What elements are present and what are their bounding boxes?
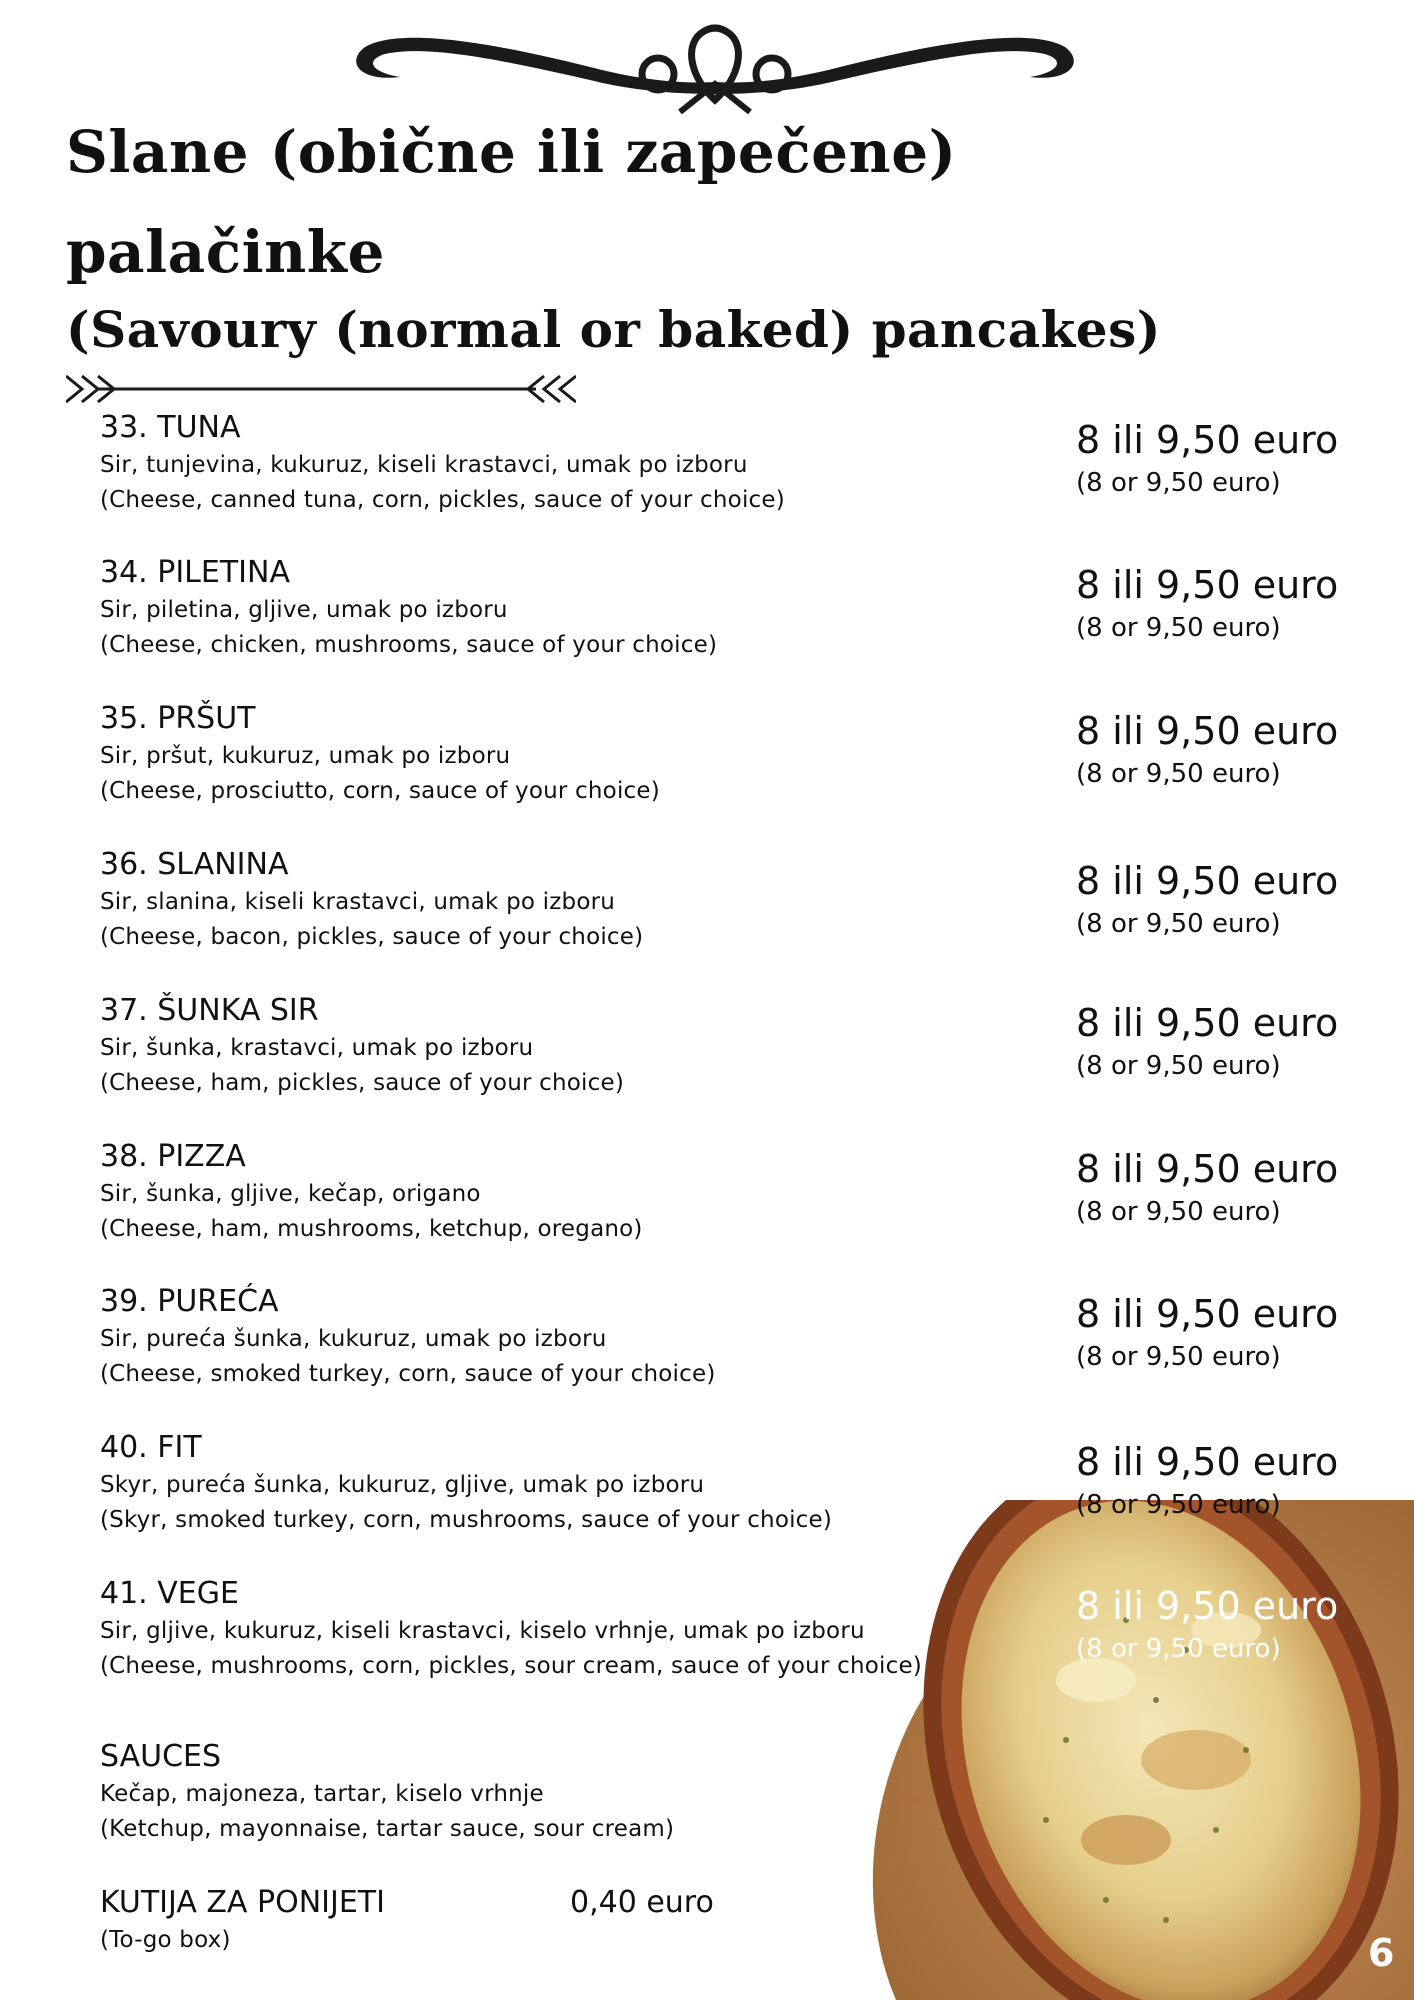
item-name: 35. PRŠUT <box>100 701 256 736</box>
price-value-en: (8 or 9,50 euro) <box>1076 1342 1281 1372</box>
page-subtitle: (Savoury (normal or baked) pancakes) <box>66 300 1161 359</box>
togo-section <box>100 1883 714 1958</box>
sauces-description-en: (Ketchup, mayonnaise, tartar sauce, sour cream) <box>100 1816 675 1842</box>
menu-item <box>100 1428 1400 1538</box>
item-name: 34. PILETINA <box>100 555 290 590</box>
togo-price: 0,40 euro <box>570 1885 714 1920</box>
item-description-en: (Cheese, smoked turkey, corn, sauce of your choice) <box>100 1361 716 1387</box>
price-value-en: (8 or 9,50 euro) <box>1076 1051 1281 1081</box>
price-value-en: (8 or 9,50 euro) <box>1076 468 1281 498</box>
item-price <box>1076 997 1338 1083</box>
sauces-description: Kečap, majoneza, tartar, kiselo vrhnje <box>100 1781 544 1807</box>
item-description-en: (Cheese, chicken, mushrooms, sauce of your choice) <box>100 632 718 658</box>
price-value: 8 ili 9,50 euro <box>1076 563 1339 607</box>
togo-description-en: (To-go box) <box>100 1927 231 1953</box>
item-description-en: (Cheese, prosciutto, corn, sauce of your choice) <box>100 778 660 804</box>
item-description-en: (Cheese, bacon, pickles, sauce of your choice) <box>100 924 644 950</box>
price-value-en: (8 or 9,50 euro) <box>1076 909 1281 939</box>
price-value-en: (8 or 9,50 euro) <box>1076 1197 1281 1227</box>
togo-title: KUTIJA ZA PONIJETI <box>100 1885 385 1920</box>
item-description: Sir, gljive, kukuruz, kiseli krastavci, kiselo vrhnje, umak po izboru <box>100 1618 865 1644</box>
item-name: 36. SLANINA <box>100 847 289 882</box>
item-name: 33. TUNA <box>100 410 241 445</box>
item-price <box>1076 1143 1338 1229</box>
menu-item <box>100 845 1400 955</box>
price-value: 8 ili 9,50 euro <box>1076 1440 1339 1484</box>
menu-item <box>100 1137 1400 1247</box>
page-title-line2: palačinke <box>66 218 385 286</box>
item-name: 37. ŠUNKA SIR <box>100 993 319 1028</box>
item-description-en: (Cheese, ham, mushrooms, ketchup, oregano) <box>100 1216 643 1242</box>
item-name: 41. VEGE <box>100 1576 239 1611</box>
price-value-en: (8 or 9,50 euro) <box>1076 1490 1281 1520</box>
item-description-en: (Skyr, smoked turkey, corn, mushrooms, sauce of your choice) <box>100 1507 833 1533</box>
price-value: 8 ili 9,50 euro <box>1076 418 1339 462</box>
item-description: Sir, pureća šunka, kukuruz, umak po izboru <box>100 1326 607 1352</box>
page-number: 6 <box>1368 1931 1395 1975</box>
item-description-en: (Cheese, mushrooms, corn, pickles, sour cream, sauce of your choice) <box>100 1653 922 1679</box>
item-description-en: (Cheese, canned tuna, corn, pickles, sauce of your choice) <box>100 487 785 513</box>
item-price <box>1076 1288 1338 1374</box>
item-price <box>1076 855 1338 941</box>
price-value: 8 ili 9,50 euro <box>1076 1292 1339 1336</box>
price-value-en: (8 or 9,50 euro) <box>1076 1634 1281 1664</box>
item-description: Sir, šunka, krastavci, umak po izboru <box>100 1035 534 1061</box>
item-description-en: (Cheese, ham, pickles, sauce of your choice) <box>100 1070 624 1096</box>
arrow-divider-icon <box>66 372 576 406</box>
price-value: 8 ili 9,50 euro <box>1076 709 1339 753</box>
item-description: Sir, piletina, gljive, umak po izboru <box>100 597 508 623</box>
price-value: 8 ili 9,50 euro <box>1076 1001 1339 1045</box>
sauces-section <box>100 1737 674 1847</box>
menu-item <box>100 699 1400 809</box>
item-description: Sir, pršut, kukuruz, umak po izboru <box>100 743 511 769</box>
item-name: 38. PIZZA <box>100 1139 246 1174</box>
item-price <box>1076 559 1338 645</box>
price-value: 8 ili 9,50 euro <box>1076 1584 1339 1628</box>
price-value: 8 ili 9,50 euro <box>1076 859 1339 903</box>
item-price <box>1076 414 1338 500</box>
flourish-ornament-icon <box>340 22 1090 122</box>
menu-item <box>100 408 1400 518</box>
item-name: 40. FIT <box>100 1430 202 1465</box>
item-price <box>1076 705 1338 791</box>
item-price <box>1076 1436 1338 1522</box>
menu-item <box>100 1282 1400 1392</box>
item-name: 39. PUREĆA <box>100 1284 279 1319</box>
item-price <box>1076 1580 1338 1666</box>
page-title: Slane (obične ili zapečene) <box>66 118 957 186</box>
sauces-title: SAUCES <box>100 1739 222 1774</box>
price-value: 8 ili 9,50 euro <box>1076 1147 1339 1191</box>
item-description: Sir, slanina, kiseli krastavci, umak po izboru <box>100 889 616 915</box>
menu-item <box>100 1574 1400 1684</box>
item-description: Sir, tunjevina, kukuruz, kiseli krastavci, umak po izboru <box>100 452 748 478</box>
menu-item <box>100 991 1400 1101</box>
price-value-en: (8 or 9,50 euro) <box>1076 759 1281 789</box>
menu-item <box>100 553 1400 663</box>
item-description: Sir, šunka, gljive, kečap, origano <box>100 1181 481 1207</box>
price-value-en: (8 or 9,50 euro) <box>1076 613 1281 643</box>
item-description: Skyr, pureća šunka, kukuruz, gljive, umak po izboru <box>100 1472 705 1498</box>
